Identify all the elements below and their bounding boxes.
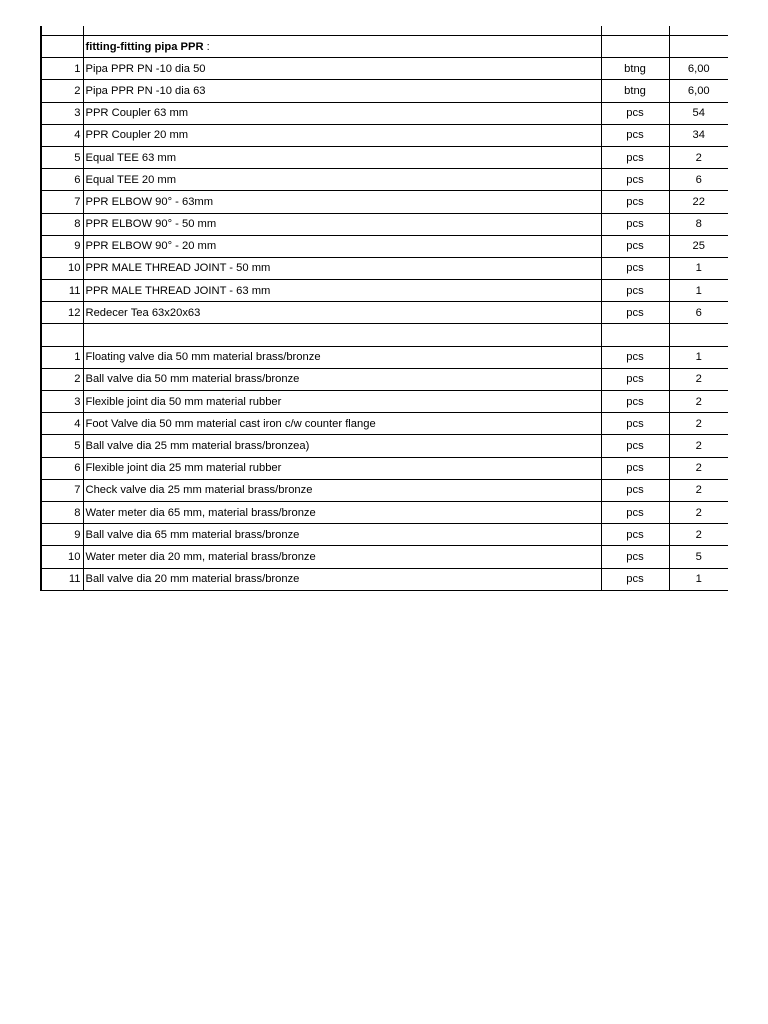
item-number-cell: 1: [41, 346, 83, 368]
table-row: [41, 102, 728, 124]
item-unit-cell: pcs: [601, 413, 669, 435]
table-row: [41, 80, 728, 102]
item-quantity-cell: 8: [669, 213, 728, 235]
item-quantity-cell: 2: [669, 368, 728, 390]
item-quantity-cell: 2: [669, 413, 728, 435]
item-description-cell: Equal TEE 63 mm: [83, 146, 601, 168]
item-description-cell: Pipa PPR PN -10 dia 63: [83, 80, 601, 102]
item-quantity-cell: 25: [669, 235, 728, 257]
item-unit-cell: pcs: [601, 280, 669, 302]
top-cell-unit: [601, 26, 669, 36]
item-description-cell: Ball valve dia 50 mm material brass/bronze: [83, 368, 601, 390]
spacer-row: [41, 324, 728, 346]
item-unit-cell: pcs: [601, 457, 669, 479]
item-description-cell: Equal TEE 20 mm: [83, 169, 601, 191]
item-number-cell: 2: [41, 80, 83, 102]
item-number-cell: 8: [41, 501, 83, 523]
item-quantity-cell: 2: [669, 435, 728, 457]
item-quantity-cell: 22: [669, 191, 728, 213]
top-cell-qty: [669, 26, 728, 36]
item-number-cell: 5: [41, 435, 83, 457]
item-quantity-cell: 2: [669, 457, 728, 479]
item-unit-cell: pcs: [601, 102, 669, 124]
item-unit-cell: pcs: [601, 568, 669, 590]
table-row: [41, 191, 728, 213]
item-number-cell: 9: [41, 524, 83, 546]
item-number-cell: 5: [41, 146, 83, 168]
item-description-cell: PPR ELBOW 90° - 63mm: [83, 191, 601, 213]
top-cell-no: [41, 26, 83, 36]
item-description-cell: Redecer Tea 63x20x63: [83, 302, 601, 324]
item-unit-cell: pcs: [601, 169, 669, 191]
item-description-cell: Flexible joint dia 25 mm material rubber: [83, 457, 601, 479]
item-unit-cell: pcs: [601, 213, 669, 235]
table-row: [41, 169, 728, 191]
item-description-cell: Ball valve dia 20 mm material brass/bronze: [83, 568, 601, 590]
item-description-cell: PPR MALE THREAD JOINT - 63 mm: [83, 280, 601, 302]
item-number-cell: 12: [41, 302, 83, 324]
table-row: [41, 501, 728, 523]
item-number-cell: 7: [41, 479, 83, 501]
item-quantity-cell: 2: [669, 146, 728, 168]
item-description-cell: Pipa PPR PN -10 dia 50: [83, 58, 601, 80]
table-row: [41, 524, 728, 546]
section-header-row: [41, 36, 728, 58]
table-row: [41, 457, 728, 479]
item-quantity-cell: 1: [669, 568, 728, 590]
item-quantity-cell: 6,00: [669, 58, 728, 80]
item-number-cell: 6: [41, 169, 83, 191]
table-row: [41, 413, 728, 435]
item-quantity-cell: 54: [669, 102, 728, 124]
item-unit-cell: pcs: [601, 435, 669, 457]
item-unit-cell: btng: [601, 80, 669, 102]
item-description-cell: PPR Coupler 20 mm: [83, 124, 601, 146]
header-cell-no: [41, 36, 83, 58]
item-quantity-cell: 1: [669, 257, 728, 279]
item-unit-cell: pcs: [601, 368, 669, 390]
item-unit-cell: pcs: [601, 346, 669, 368]
item-number-cell: 10: [41, 257, 83, 279]
item-quantity-cell: 1: [669, 280, 728, 302]
item-description-cell: Ball valve dia 25 mm material brass/bronzea): [83, 435, 601, 457]
table-row: [41, 302, 728, 324]
table-row: [41, 391, 728, 413]
item-description-cell: PPR ELBOW 90° - 50 mm: [83, 213, 601, 235]
item-quantity-cell: 34: [669, 124, 728, 146]
item-number-cell: 3: [41, 391, 83, 413]
item-number-cell: [41, 324, 83, 346]
item-quantity-cell: [669, 324, 728, 346]
item-number-cell: 4: [41, 124, 83, 146]
spreadsheet-page: [40, 26, 727, 591]
table-row: [41, 58, 728, 80]
item-description-cell: Water meter dia 20 mm, material brass/bronze: [83, 546, 601, 568]
table-row: [41, 146, 728, 168]
table-row: [41, 546, 728, 568]
item-unit-cell: pcs: [601, 257, 669, 279]
item-unit-cell: pcs: [601, 302, 669, 324]
section-title-text: fitting-fitting pipa PPR: [85, 40, 204, 53]
table-row: [41, 213, 728, 235]
item-unit-cell: pcs: [601, 391, 669, 413]
item-quantity-cell: 2: [669, 479, 728, 501]
table-row: [41, 346, 728, 368]
item-unit-cell: btng: [601, 58, 669, 80]
table-row: [41, 435, 728, 457]
item-description-cell: Ball valve dia 65 mm material brass/bronze: [83, 524, 601, 546]
item-description-cell: Foot Valve dia 50 mm material cast iron c/w counter flange: [83, 413, 601, 435]
item-number-cell: 3: [41, 102, 83, 124]
table-row: [41, 479, 728, 501]
item-quantity-cell: 1: [669, 346, 728, 368]
item-number-cell: 7: [41, 191, 83, 213]
bill-of-quantities-table: [40, 26, 728, 591]
item-quantity-cell: 6: [669, 302, 728, 324]
item-quantity-cell: 5: [669, 546, 728, 568]
section-title: [83, 36, 601, 58]
item-description-cell: [83, 324, 601, 346]
item-quantity-cell: 6,00: [669, 80, 728, 102]
item-number-cell: 11: [41, 568, 83, 590]
item-unit-cell: pcs: [601, 235, 669, 257]
item-number-cell: 6: [41, 457, 83, 479]
item-quantity-cell: 2: [669, 501, 728, 523]
item-unit-cell: pcs: [601, 124, 669, 146]
item-description-cell: PPR Coupler 63 mm: [83, 102, 601, 124]
item-quantity-cell: 2: [669, 391, 728, 413]
section-title-suffix: :: [203, 40, 210, 53]
item-description-cell: Check valve dia 25 mm material brass/bronze: [83, 479, 601, 501]
item-number-cell: 9: [41, 235, 83, 257]
item-number-cell: 10: [41, 546, 83, 568]
item-number-cell: 1: [41, 58, 83, 80]
table-row: [41, 124, 728, 146]
item-unit-cell: pcs: [601, 524, 669, 546]
item-quantity-cell: 6: [669, 169, 728, 191]
item-description-cell: Water meter dia 65 mm, material brass/bronze: [83, 501, 601, 523]
table-row: [41, 280, 728, 302]
item-description-cell: PPR MALE THREAD JOINT - 50 mm: [83, 257, 601, 279]
table-row: [41, 257, 728, 279]
header-cell-unit: [601, 36, 669, 58]
item-unit-cell: pcs: [601, 191, 669, 213]
item-unit-cell: pcs: [601, 501, 669, 523]
item-quantity-cell: 2: [669, 524, 728, 546]
item-unit-cell: [601, 324, 669, 346]
item-description-cell: Flexible joint dia 50 mm material rubber: [83, 391, 601, 413]
top-cell-desc: [83, 26, 601, 36]
item-number-cell: 8: [41, 213, 83, 235]
table-top-edge-row: [41, 26, 728, 36]
item-unit-cell: pcs: [601, 146, 669, 168]
table-row: [41, 235, 728, 257]
item-number-cell: 11: [41, 280, 83, 302]
header-cell-qty: [669, 36, 728, 58]
table-row: [41, 368, 728, 390]
table-row: [41, 568, 728, 590]
item-unit-cell: pcs: [601, 479, 669, 501]
item-description-cell: PPR ELBOW 90° - 20 mm: [83, 235, 601, 257]
item-unit-cell: pcs: [601, 546, 669, 568]
item-number-cell: 4: [41, 413, 83, 435]
item-number-cell: 2: [41, 368, 83, 390]
item-description-cell: Floating valve dia 50 mm material brass/bronze: [83, 346, 601, 368]
